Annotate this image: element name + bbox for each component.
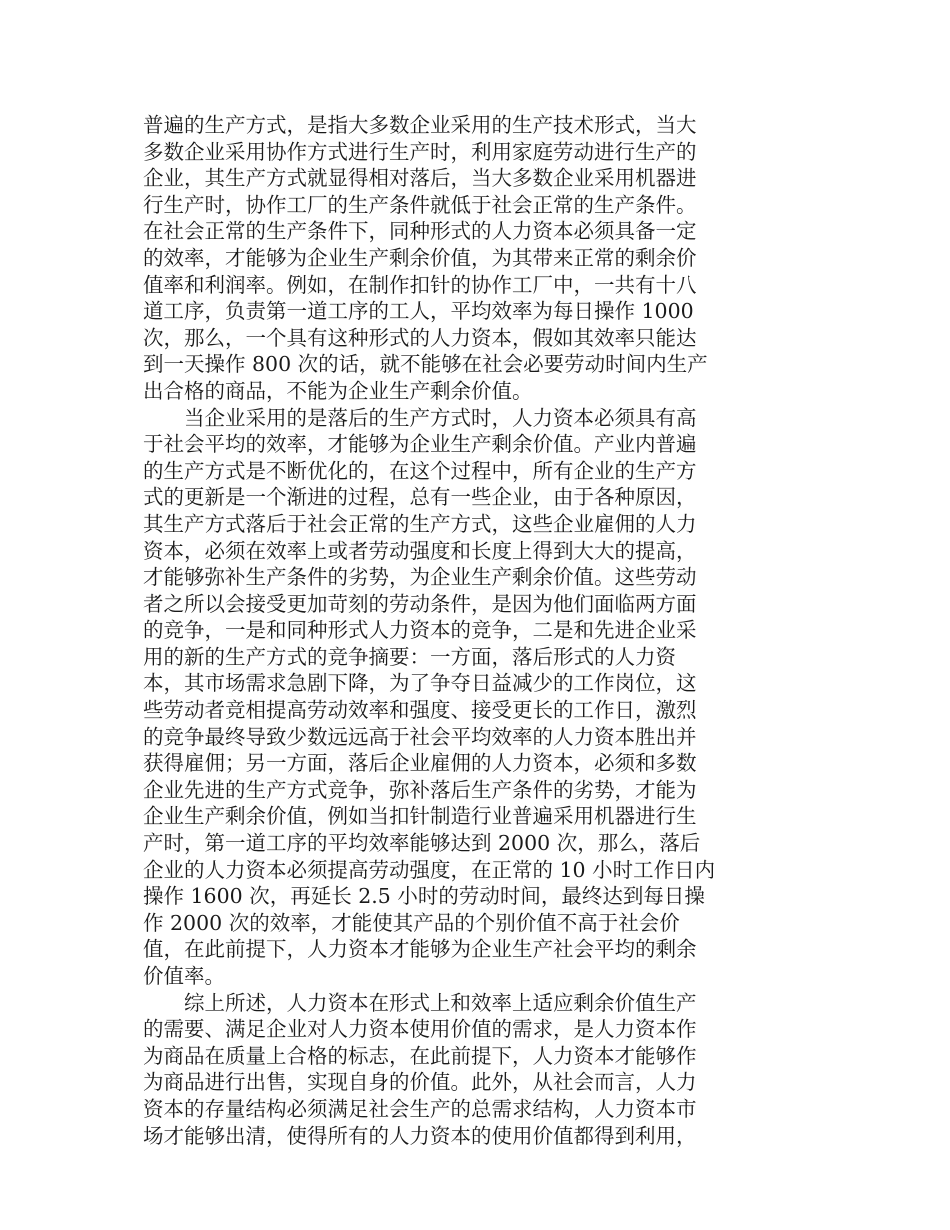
- text-line: 价值率。: [143, 964, 225, 988]
- text-line: 者之所以会接受更加苛刻的劳动条件，是因为他们面临两方面: [143, 591, 697, 616]
- text-line: 普遍的生产方式，是指大多数企业采用的生产技术形式，当大: [143, 113, 697, 137]
- text-line: 综上所述，人力资本在形式上和效率上适应剩余价值生产: [184, 990, 697, 1015]
- text-line: 些劳动者竞相提高劳动效率和强度、接受更长的工作日，激烈: [143, 698, 697, 723]
- text-line: 值，在此前提下，人力资本才能够为企业生产社会平均的剩余: [143, 937, 697, 962]
- text-line: 企业，其生产方式就显得相对落后，当大多数企业采用机器进: [143, 166, 697, 191]
- text-line: 行生产时，协作工厂的生产条件就低于社会正常的生产条件。: [143, 192, 697, 217]
- body-text: [143, 112, 743, 1149]
- text-line: 道工序，负责第一道工序的工人，平均效率为每日操作 1000: [143, 299, 694, 324]
- text-line: 于社会平均的效率，才能够为企业生产剩余价值。产业内普遍: [143, 432, 697, 457]
- text-line: 资本，必须在效率上或者劳动强度和长度上得到大大的提高，: [143, 538, 697, 563]
- text-line: 企业先进的生产方式竞争，弥补落后生产条件的劣势，才能为: [143, 777, 697, 802]
- text-line: 本，其市场需求急剧下降，为了争夺日益减少的工作岗位，这: [143, 671, 697, 696]
- text-line: 的需要、满足企业对人力资本使用价值的需求，是人力资本作: [143, 1017, 697, 1042]
- text-line: 产时，第一道工序的平均效率能够达到 2000 次，那么，落后: [143, 831, 701, 856]
- text-line: 场才能够出清，使得所有的人力资本的使用价值都得到利用，: [143, 1123, 697, 1148]
- text-line: 用的新的生产方式的竞争摘要：一方面，落后形式的人力资: [143, 644, 676, 669]
- text-line: 企业的人力资本必须提高劳动强度，在正常的 10 小时工作日内: [143, 857, 716, 882]
- text-line: 的生产方式是不断优化的，在这个过程中，所有企业的生产方: [143, 458, 697, 483]
- text-line: 企业生产剩余价值，例如当扣针制造行业普遍采用机器进行生: [143, 804, 697, 829]
- text-line: 的竞争最终导致少数远远高于社会平均效率的人力资本胜出并: [143, 724, 697, 749]
- text-line: 式的更新是一个渐进的过程，总有一些企业，由于各种原因，: [143, 485, 697, 510]
- text-line: 多数企业采用协作方式进行生产时，利用家庭劳动进行生产的: [143, 139, 697, 164]
- text-line: 作 2000 次的效率，才能使其产品的个别价值不高于社会价: [143, 910, 680, 935]
- text-line: 出合格的商品，不能为企业生产剩余价值。: [143, 378, 533, 403]
- text-line: 当企业采用的是落后的生产方式时，人力资本必须具有高: [184, 405, 697, 430]
- text-line: 获得雇佣；另一方面，落后企业雇佣的人力资本，必须和多数: [143, 751, 697, 776]
- text-line: 资本的存量结构必须满足社会生产的总需求结构，人力资本市: [143, 1096, 697, 1121]
- text-line: 其生产方式落后于社会正常的生产方式，这些企业雇佣的人力: [143, 511, 697, 536]
- text-line: 的竞争，一是和同种形式人力资本的竞争，二是和先进企业采: [143, 618, 697, 643]
- text-line: 在社会正常的生产条件下，同种形式的人力资本必须具备一定: [143, 219, 697, 244]
- text-line: 次，那么，一个具有这种形式的人力资本，假如其效率只能达: [143, 325, 697, 350]
- text-line: 操作 1600 次，再延长 2.5 小时的劳动时间，最终达到每日操: [143, 884, 705, 909]
- text-line: 为商品在质量上合格的标志，在此前提下，人力资本才能够作: [143, 1043, 697, 1068]
- text-line: 值率和利润率。例如，在制作扣针的协作工厂中，一共有十八: [143, 272, 697, 297]
- text-line: 到一天操作 800 次的话，就不能够在社会必要劳动时间内生产: [143, 352, 708, 377]
- text-line: 为商品进行出售，实现自身的价值。此外，从社会而言，人力: [143, 1070, 697, 1095]
- text-line: 才能够弥补生产条件的劣势，为企业生产剩余价值。这些劳动: [143, 565, 697, 590]
- text-line: 的效率，才能够为企业生产剩余价值，为其带来正常的剩余价: [143, 245, 697, 270]
